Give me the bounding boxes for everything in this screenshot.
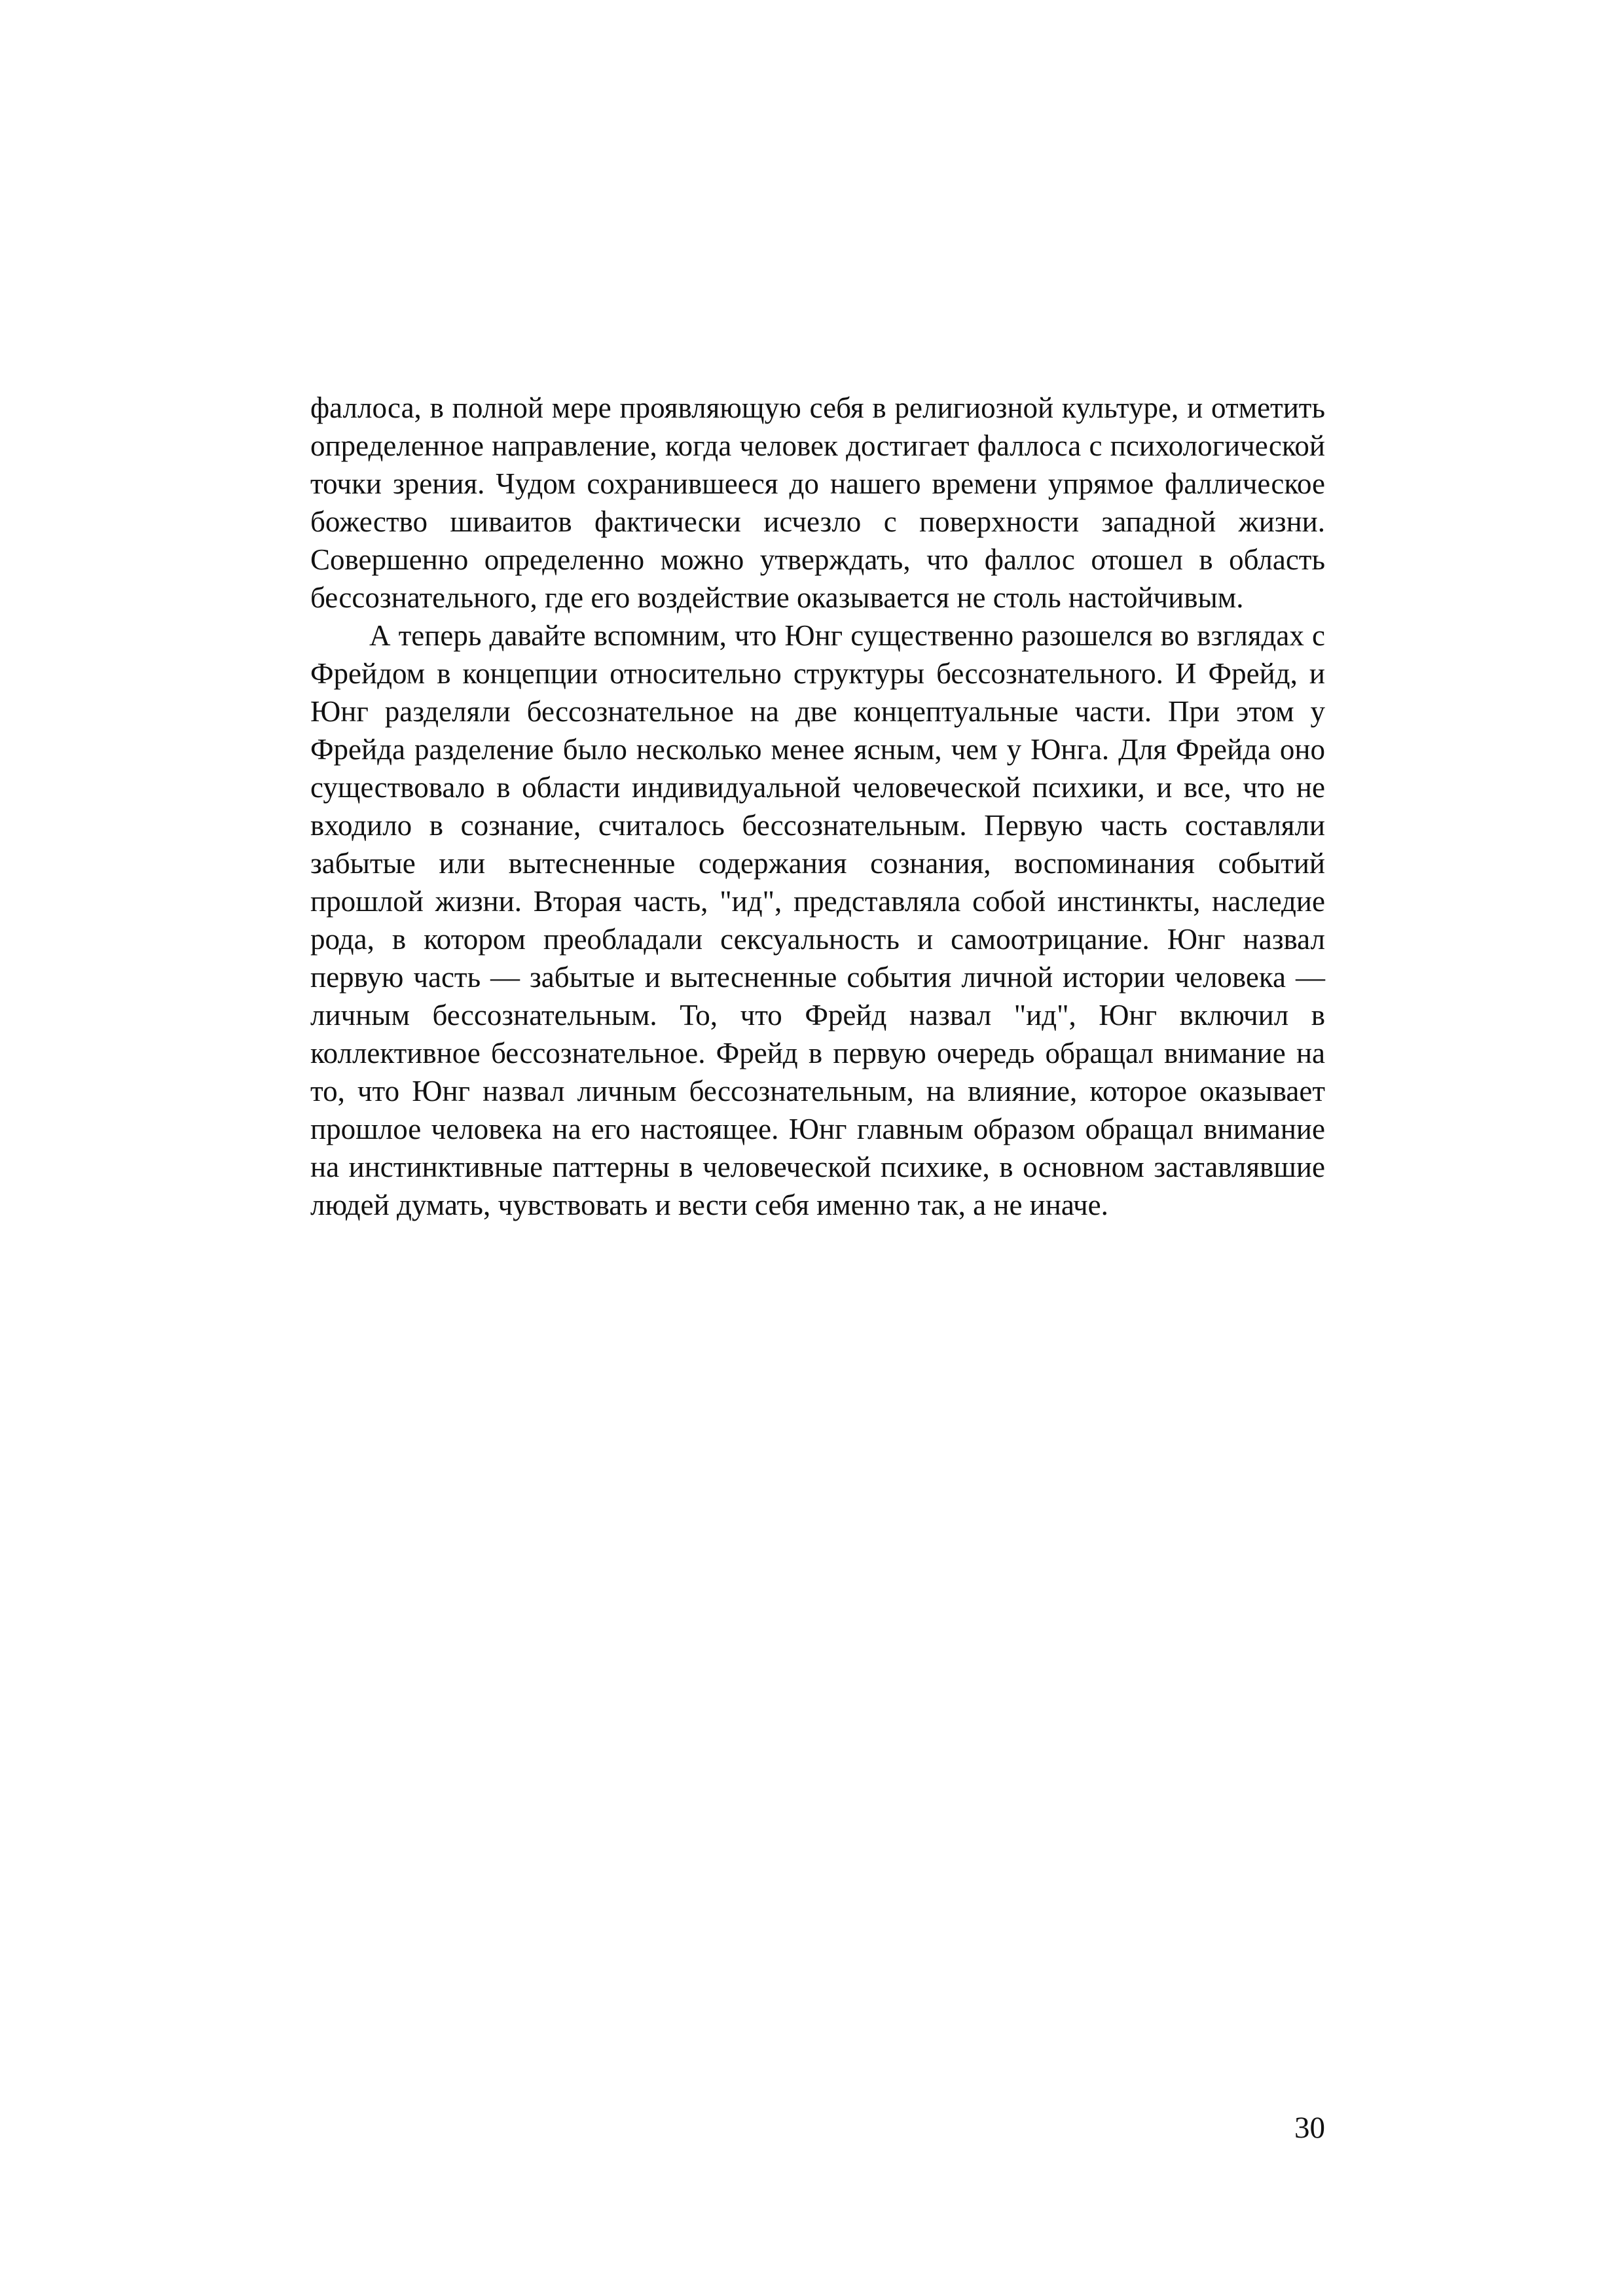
paragraph-continued: фаллоса, в полной мере проявляющую себя в религиозной культуре, и отметить определенное направление, когда человек достигает фаллоса с психологической точки зрения. Чудом сохранившееся до нашего времени упрямое фаллическое божество шиваитов фактически исчезло с поверхности западной жизни. Совершенно определенно можно утверждать, что фаллос отошел в область бессознательного, где его воздействие оказывается не столь настойчивым. bbox=[310, 391, 1325, 614]
page-number: 30 bbox=[1294, 2111, 1325, 2145]
body-text bbox=[310, 389, 1325, 1224]
paragraph-jung-freud: А теперь давайте вспомним, что Юнг существенно разошелся во взглядах с Фрейдом в концепции относительно структуры бессознательного. И Фрейд, и Юнг разделяли бессознательное на две концептуальные части. При этом у Фрейда разделение было несколько менее ясным, чем у Юнга. Для Фрейда оно существовало в области индивидуальной человеческой психики, и все, что не входило в сознание, считалось бессознательным. Первую часть составляли забытые или вытесненные содержания сознания, воспоминания событий прошлой жизни. Вторая часть, "ид", представляла собой инстинкты, наследие рода, в котором преобладали сексуальность и самоотрицание. Юнг назвал первую часть — забытые и вытесненные события личной истории человека — личным бессознательным. То, что Фрейд назвал "ид", Юнг включил в коллективное бессознательное. Фрейд в первую очередь обращал внимание на то, что Юнг назвал личным бессознательным, на влияние, которое оказывает прошлое человека на его настоящее. Юнг главным образом обращал внимание на инстинктивные паттерны в человеческой психике, в основном заставлявшие людей думать, чувствовать и вести себя именно так, а не иначе. bbox=[310, 619, 1325, 1221]
